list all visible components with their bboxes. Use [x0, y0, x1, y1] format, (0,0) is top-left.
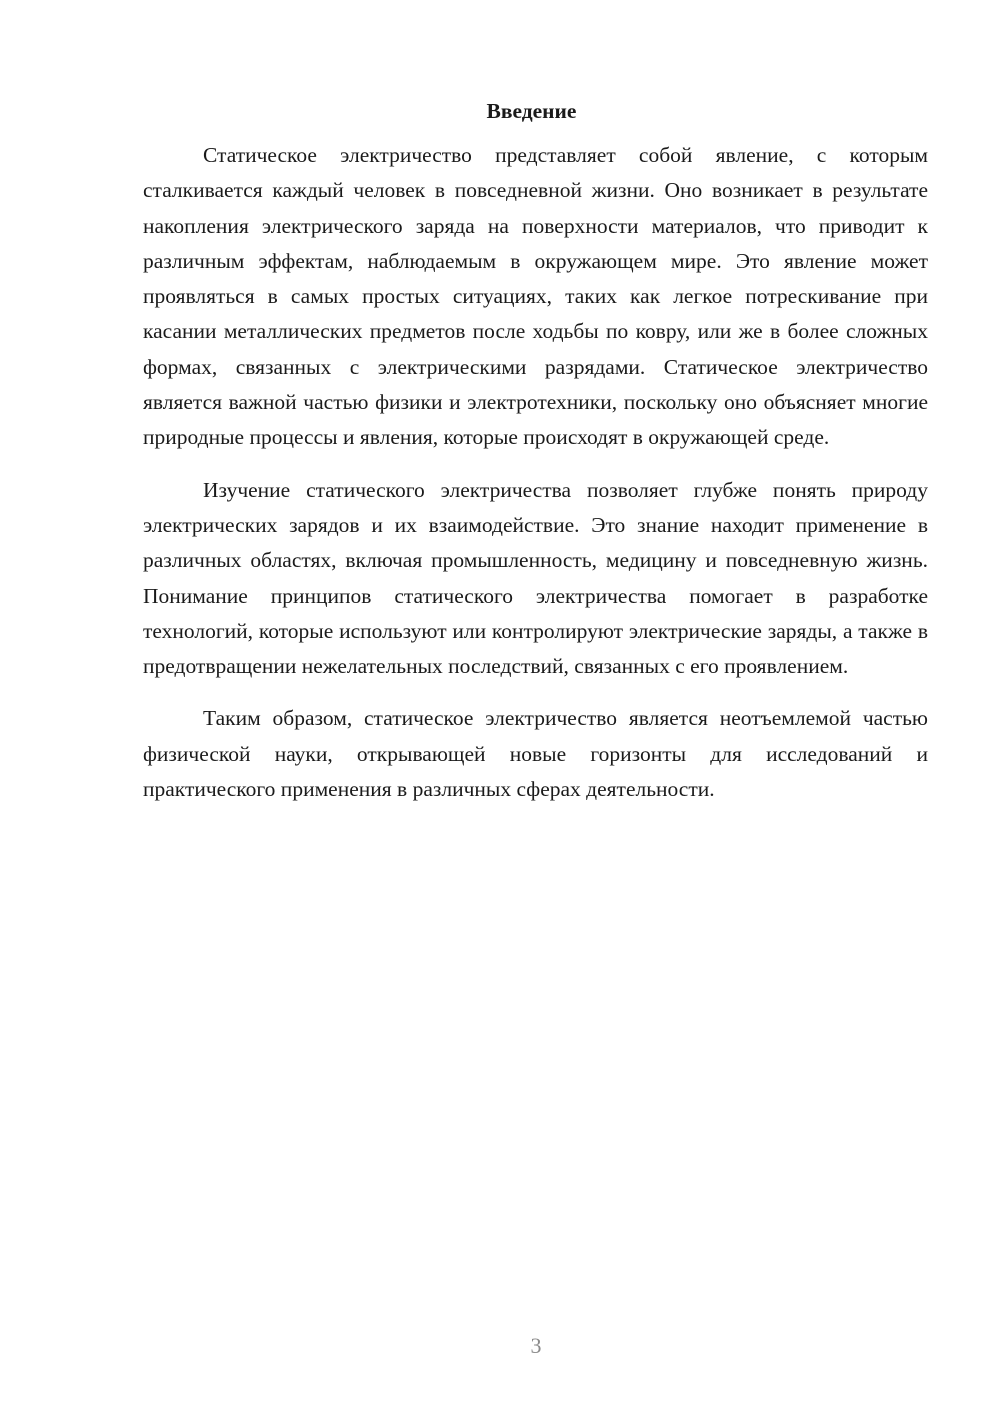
paragraph: Изучение статического электричества позволяет глубже понять природу электрических зарядов и их взаимодействие. Это знание находит применение в различных областях, включая промышленность, медицину и повседневную жизнь. Понимание принципов статического электричества помогает в разработке технологий, которые используют или контролируют электрические заряды, а также в предотвращении нежелательных последствий, связанных с его проявлением.	[143, 477, 928, 679]
paragraph: Статическое электричество представляет собой явление, с которым сталкивается каждый человек в повседневной жизни. Оно возникает в результате накопления электрического заряда на поверхности материалов, что приводит к различным эффектам, наблюдаемым в окружающем мире. Это явление может проявляться в самых простых ситуациях, таких как легкое потрескивание при касании металлических предметов после ходьбы по ковру, или же в более сложных формах, связанных с электрическими разрядами. Статическое электричество является важной частью физики и электротехники, поскольку оно объясняет многие природные процессы и явления, которые происходят в окружающей среде.	[143, 143, 928, 450]
page-content	[143, 96, 928, 824]
paragraph: Таким образом, статическое электричество является неотъемлемой частью физической науки, открывающей новые горизонты для исследований и практического применения в различных сферах деятельности.	[143, 706, 928, 802]
page-number: 3	[530, 1333, 542, 1358]
page-title: Введение	[486, 99, 577, 123]
